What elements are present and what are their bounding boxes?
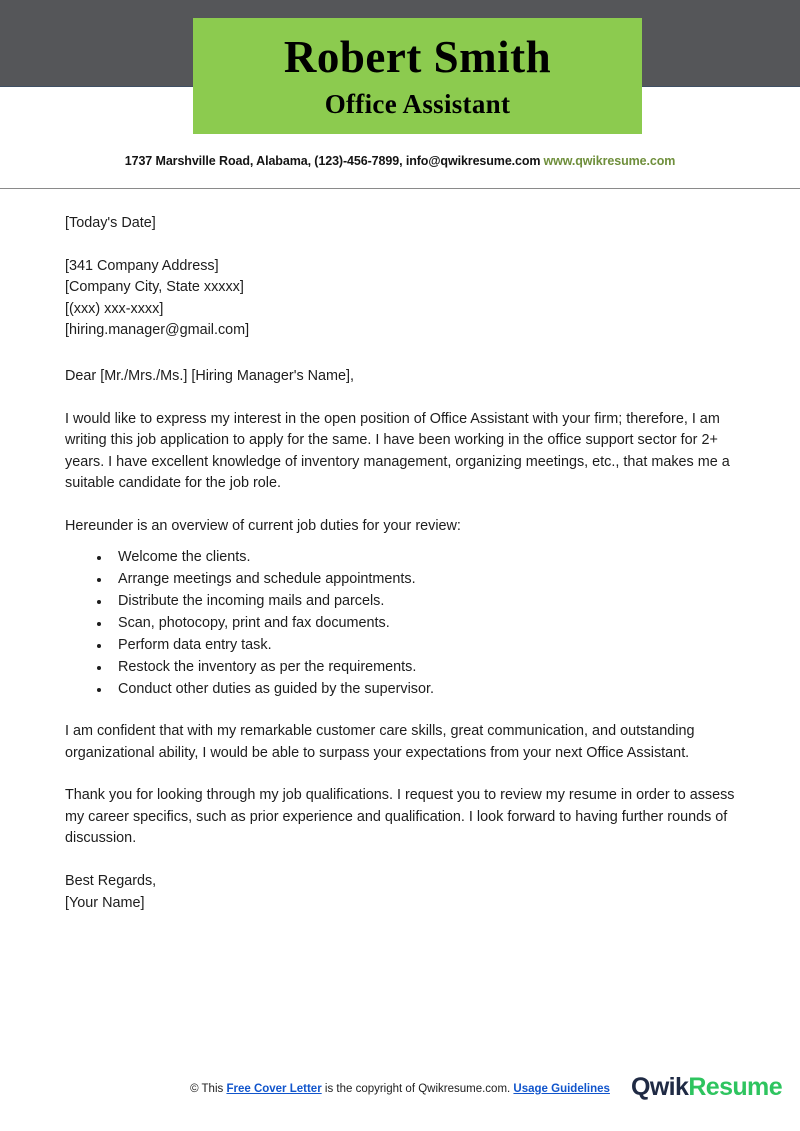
- list-item: Perform data entry task.: [97, 635, 740, 657]
- job-title: Office Assistant: [324, 89, 511, 120]
- name-title-box: [193, 18, 642, 134]
- credit-prefix: © This: [190, 1083, 227, 1095]
- signature-block: [65, 871, 740, 914]
- website-link[interactable]: www.qwikresume.com: [543, 154, 676, 168]
- page-footer: [0, 1061, 800, 1131]
- list-item: Scan, photocopy, print and fax documents.: [97, 613, 740, 635]
- duties-lead-in: Hereunder is an overview of current job duties for your review:: [65, 517, 461, 534]
- date-line: [Today's Date]: [65, 215, 156, 231]
- recipient-address-block: [65, 256, 740, 342]
- signature-name: [Your Name]: [65, 894, 145, 911]
- qwikresume-logo[interactable]: [631, 1073, 782, 1102]
- logo-text-qwik: Qwik: [630, 1073, 689, 1101]
- free-cover-letter-link[interactable]: Free Cover Letter: [226, 1083, 322, 1095]
- address-line: [(xxx) xxx-xxxx]: [65, 300, 164, 317]
- closing-paragraph-1: I am confident that with my remarkable customer care skills, great communication, and outstanding organizational ability, I would be able to surpass your expectations from your next Office Assistant.: [65, 723, 695, 761]
- logo-text-resume: Resume: [688, 1073, 782, 1101]
- contact-details: 1737 Marshville Road, Alabama, (123)-456-7899, info@qwikresume.com: [124, 154, 541, 168]
- address-line: [hiring.manager@gmail.com]: [65, 322, 250, 339]
- intro-paragraph: I would like to express my interest in the open position of Office Assistant with your firm; therefore, I am writing this job application to apply for the same. I have been working in the office support sector for 2+ years. I have excellent knowledge of inventory management, organizing meetings, etc., that makes me a suitable candidate for the job role.: [65, 410, 730, 492]
- list-item: Distribute the incoming mails and parcels.: [97, 591, 740, 613]
- list-item: Conduct other duties as guided by the supervisor.: [97, 679, 740, 701]
- address-line: [Company City, State xxxxx]: [65, 279, 244, 296]
- letter-body: [65, 213, 740, 914]
- header-divider: [0, 188, 800, 189]
- closing-paragraph-2: Thank you for looking through my job qualifications. I request you to review my resume in order to assess my career specifics, such as prior experience and qualification. I look forward to having further rounds of discussion.: [65, 787, 735, 847]
- list-item: Restock the inventory as per the requirements.: [97, 657, 740, 679]
- address-line: [341 Company Address]: [65, 257, 219, 274]
- page-title: Robert Smith: [283, 32, 552, 83]
- list-item: Welcome the clients.: [97, 547, 740, 569]
- sign-off: Best Regards,: [65, 873, 157, 889]
- contact-line: [0, 154, 800, 168]
- credit-middle: is the copyright of Qwikresume.com.: [321, 1083, 514, 1095]
- salutation: Dear [Mr./Mrs./Ms.] [Hiring Manager's Name],: [65, 367, 355, 384]
- usage-guidelines-link[interactable]: Usage Guidelines: [513, 1083, 610, 1095]
- duties-list: [65, 547, 740, 701]
- list-item: Arrange meetings and schedule appointments.: [97, 569, 740, 591]
